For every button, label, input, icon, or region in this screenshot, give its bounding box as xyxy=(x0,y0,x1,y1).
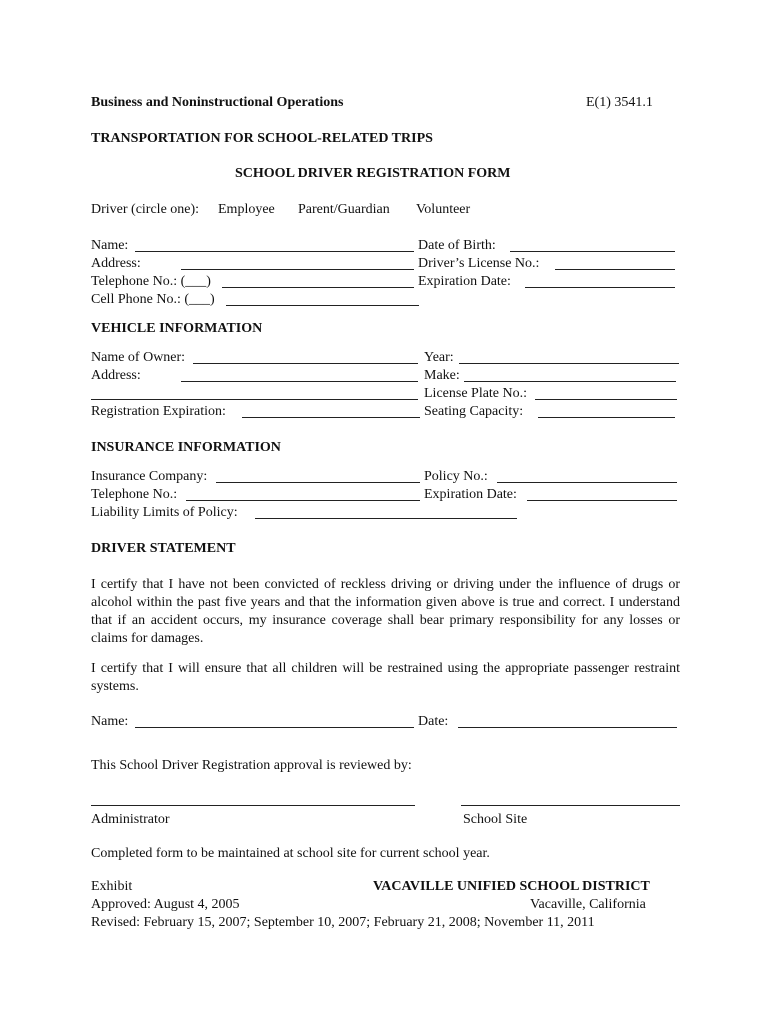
vehicle-heading: VEHICLE INFORMATION xyxy=(91,321,263,336)
driver-option-volunteer[interactable]: Volunteer xyxy=(416,202,471,217)
cell-phone-label: Cell Phone No.: (___) xyxy=(91,292,215,307)
dob-field[interactable] xyxy=(510,251,675,252)
license-label: Driver’s License No.: xyxy=(418,256,540,271)
signature-date-label: Date: xyxy=(418,714,449,729)
school-site-signature-field[interactable] xyxy=(461,805,680,806)
vehicle-address-field-2[interactable] xyxy=(91,399,418,400)
insurance-expiration-label: Expiration Date: xyxy=(424,487,517,502)
seating-label: Seating Capacity: xyxy=(424,404,524,419)
form-title: SCHOOL DRIVER REGISTRATION FORM xyxy=(235,166,511,181)
policy-label: Policy No.: xyxy=(424,469,488,484)
year-field[interactable] xyxy=(459,363,679,364)
address-label: Address: xyxy=(91,256,141,271)
owner-label: Name of Owner: xyxy=(91,350,186,365)
administrator-label: Administrator xyxy=(91,812,170,827)
liability-field[interactable] xyxy=(255,518,517,519)
statement-paragraph-1: I certify that I have not been convicted of reckless driving or driving under the influence of drugs or alcohol within the past five years and that the information given above is true and correct. I understand that if an accident occurs, my insurance coverage shall bear primary responsibility for any losses or claims for damages. xyxy=(91,577,680,646)
telephone-label: Telephone No.: (___) xyxy=(91,274,211,289)
statement-heading: DRIVER STATEMENT xyxy=(91,541,236,556)
district-location: Vacaville, California xyxy=(530,897,646,912)
insurance-company-field[interactable] xyxy=(216,482,420,483)
district-name: VACAVILLE UNIFIED SCHOOL DISTRICT xyxy=(373,879,650,894)
page-title: TRANSPORTATION FOR SCHOOL-RELATED TRIPS xyxy=(91,131,433,146)
driver-option-parent-guardian[interactable]: Parent/Guardian xyxy=(298,202,390,217)
policy-field[interactable] xyxy=(497,482,677,483)
policy-code: E(1) 3541.1 xyxy=(586,95,653,110)
plate-label: License Plate No.: xyxy=(424,386,528,401)
seating-field[interactable] xyxy=(538,417,675,418)
year-label: Year: xyxy=(424,350,454,365)
telephone-field[interactable] xyxy=(222,287,414,288)
insurance-company-label: Insurance Company: xyxy=(91,469,208,484)
owner-field[interactable] xyxy=(193,363,418,364)
insurance-expiration-field[interactable] xyxy=(527,500,677,501)
liability-label: Liability Limits of Policy: xyxy=(91,505,238,520)
insurance-heading: INSURANCE INFORMATION xyxy=(91,440,281,455)
insurance-telephone-field[interactable] xyxy=(186,500,420,501)
make-field[interactable] xyxy=(464,381,676,382)
cell-phone-field[interactable] xyxy=(226,305,419,306)
make-label: Make: xyxy=(424,368,460,383)
driver-type-label: Driver (circle one): xyxy=(91,202,200,217)
section-title: Business and Noninstructional Operations xyxy=(91,95,344,110)
signature-name-field[interactable] xyxy=(135,727,414,728)
expiration-field[interactable] xyxy=(525,287,675,288)
vehicle-address-label: Address: xyxy=(91,368,141,383)
signature-name-label: Name: xyxy=(91,714,129,729)
completion-note: Completed form to be maintained at school site for current school year. xyxy=(91,846,490,861)
school-site-label: School Site xyxy=(463,812,528,827)
expiration-label: Expiration Date: xyxy=(418,274,511,289)
license-field[interactable] xyxy=(555,269,675,270)
statement-paragraph-2: I certify that I will ensure that all children will be restrained using the appropriate passenger restraint systems. xyxy=(91,661,680,694)
revised-dates: Revised: February 15, 2007; September 10, 2007; February 21, 2008; November 11, 2011 xyxy=(91,915,595,930)
administrator-signature-field[interactable] xyxy=(91,805,415,806)
name-label: Name: xyxy=(91,238,129,253)
registration-exp-field[interactable] xyxy=(242,417,420,418)
address-field[interactable] xyxy=(181,269,414,270)
dob-label: Date of Birth: xyxy=(418,238,496,253)
exhibit-label: Exhibit xyxy=(91,879,133,894)
signature-date-field[interactable] xyxy=(458,727,677,728)
approval-text: This School Driver Registration approval is reviewed by: xyxy=(91,758,412,773)
vehicle-address-field[interactable] xyxy=(181,381,418,382)
driver-option-employee[interactable]: Employee xyxy=(218,202,275,217)
registration-exp-label: Registration Expiration: xyxy=(91,404,226,419)
name-field[interactable] xyxy=(135,251,414,252)
insurance-telephone-label: Telephone No.: xyxy=(91,487,178,502)
approved-date: Approved: August 4, 2005 xyxy=(91,897,240,912)
plate-field[interactable] xyxy=(535,399,677,400)
